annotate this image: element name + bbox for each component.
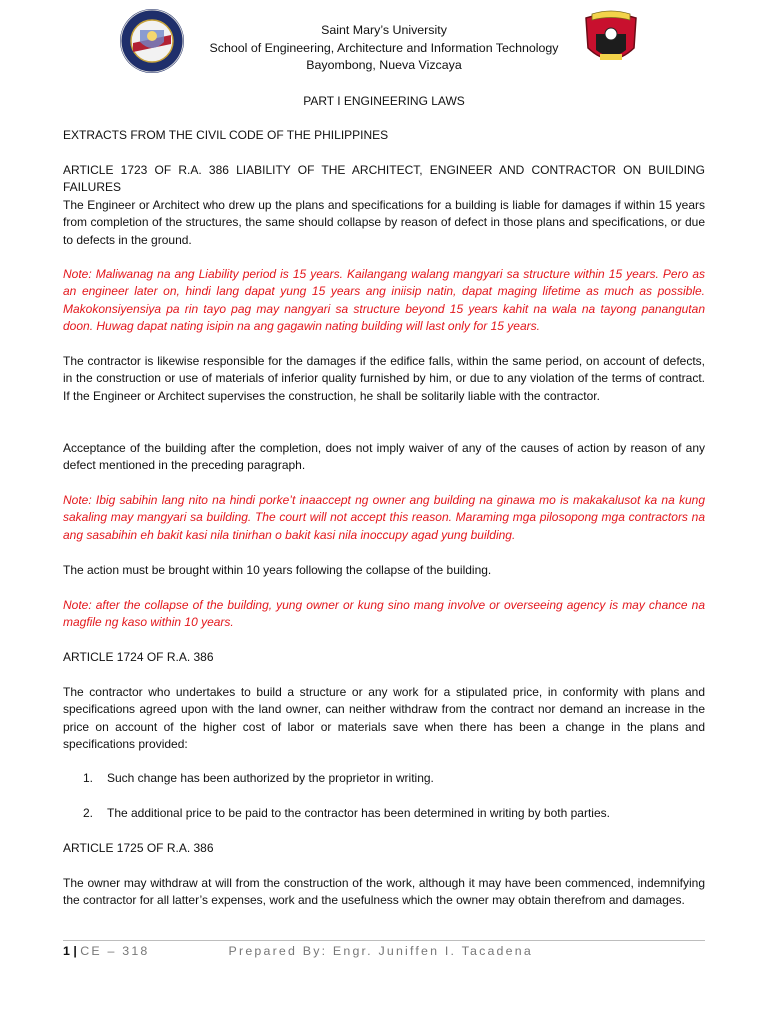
list-item-number: 2. xyxy=(83,806,94,820)
note-paragraph: Note: Ibig sabihin lang nito na hindi porke’t inaaccept ng owner ang building na ginawa mo is makakalusot ka na kung sakaling may mangyari sa building. The court will not accept this reason. Maraming mga pilosopong mga contractors na ang sasabihin eh bakit kasi nila tinirhan o bakit kasi nila inoccupy agad yung building. xyxy=(63,493,705,542)
article-heading: ARTICLE 1723 OF R.A. 386 LIABILITY OF THE ARCHITECT, ENGINEER AND CONTRACTOR ON BUILDING FAILURES xyxy=(63,163,705,195)
body-paragraph: The contractor is likewise responsible for the damages if the edifice falls, within the same period, on account of defects, in the construction or use of materials of inferior quality furnished by him, or due to any violation of the terms of contract. If the Engineer or Architect supervises the construction, he shall be solitarily liable with the contractor. xyxy=(63,354,705,403)
footer-divider xyxy=(63,940,705,941)
page-number: 1 xyxy=(63,944,70,958)
list-item xyxy=(63,805,705,822)
document-header xyxy=(150,22,618,75)
article-heading: ARTICLE 1725 OF R.A. 386 xyxy=(63,841,214,855)
part-title: PART I ENGINEERING LAWS xyxy=(303,94,465,108)
body-paragraph: The contractor who undertakes to build a structure or any work for a stipulated price, in conformity with plans and specifications agreed upon with the land owner, can neither withdraw from the contract nor demand an increase in the price on account of the higher cost of labor or materials save when there has been a change in the plans and specifications provided: xyxy=(63,685,705,752)
page-footer xyxy=(63,944,533,958)
footer-gap xyxy=(150,944,229,958)
footer-separator: | xyxy=(69,944,81,958)
section-heading: EXTRACTS FROM THE CIVIL CODE OF THE PHILIPPINES xyxy=(63,128,389,142)
school-location: Bayombong, Nueva Vizcaya xyxy=(306,58,462,72)
list-item-text: Such change has been authorized by the proprietor in writing. xyxy=(107,771,434,785)
article-heading: ARTICLE 1724 OF R.A. 386 xyxy=(63,650,214,664)
school-name: School of Engineering, Architecture and Information Technology xyxy=(209,40,559,55)
body-paragraph: The owner may withdraw at will from the construction of the work, although it may have been commenced, indemnifying the contractor for all latter’s expenses, work and the usefulness which the owner may obtain therefrom and damages. xyxy=(63,876,705,908)
body-paragraph: The Engineer or Architect who drew up the plans and specifications for a building is liable for damages if within 15 years from completion of the structures, the same should collapse by reason of defect in those plans and specifications, or due to defects in the ground. xyxy=(63,198,705,247)
university-name: Saint Mary’s University xyxy=(321,23,447,37)
prepared-by: Prepared By: Engr. Juniffen I. Tacadena xyxy=(228,944,533,958)
body-paragraph: Acceptance of the building after the completion, does not imply waiver of any of the causes of action by reason of any defect mentioned in the preceding paragraph. xyxy=(63,441,705,473)
note-paragraph: Note: Maliwanag na ang Liability period is 15 years. Kailangang walang mangyari sa structure within 15 years. Pero as an engineer later on, hindi lang dapat yung 15 years ang iniisip natin, dapat maging lifetime as much as possible. Makokonsiyensiya pa rin tayo pag may nangyari sa structure beyond 15 years kahit na wala na tayong panangutan doon. Huwag dapat nating isipin na ang gagawin nating building will last only for 15 years. xyxy=(63,267,705,334)
list-item-number: 1. xyxy=(83,771,94,785)
note-paragraph: Note: after the collapse of the building, yung owner or kung sino mang involve or overseeing agency is may chance na magfile ng kaso within 10 years. xyxy=(63,598,705,630)
list-item-text: The additional price to be paid to the contractor has been determined in writing by both parties. xyxy=(107,806,610,820)
list-item xyxy=(63,770,705,787)
course-code: CE – 318 xyxy=(80,944,150,958)
body-paragraph: The action must be brought within 10 years following the collapse of the building. xyxy=(63,563,492,577)
